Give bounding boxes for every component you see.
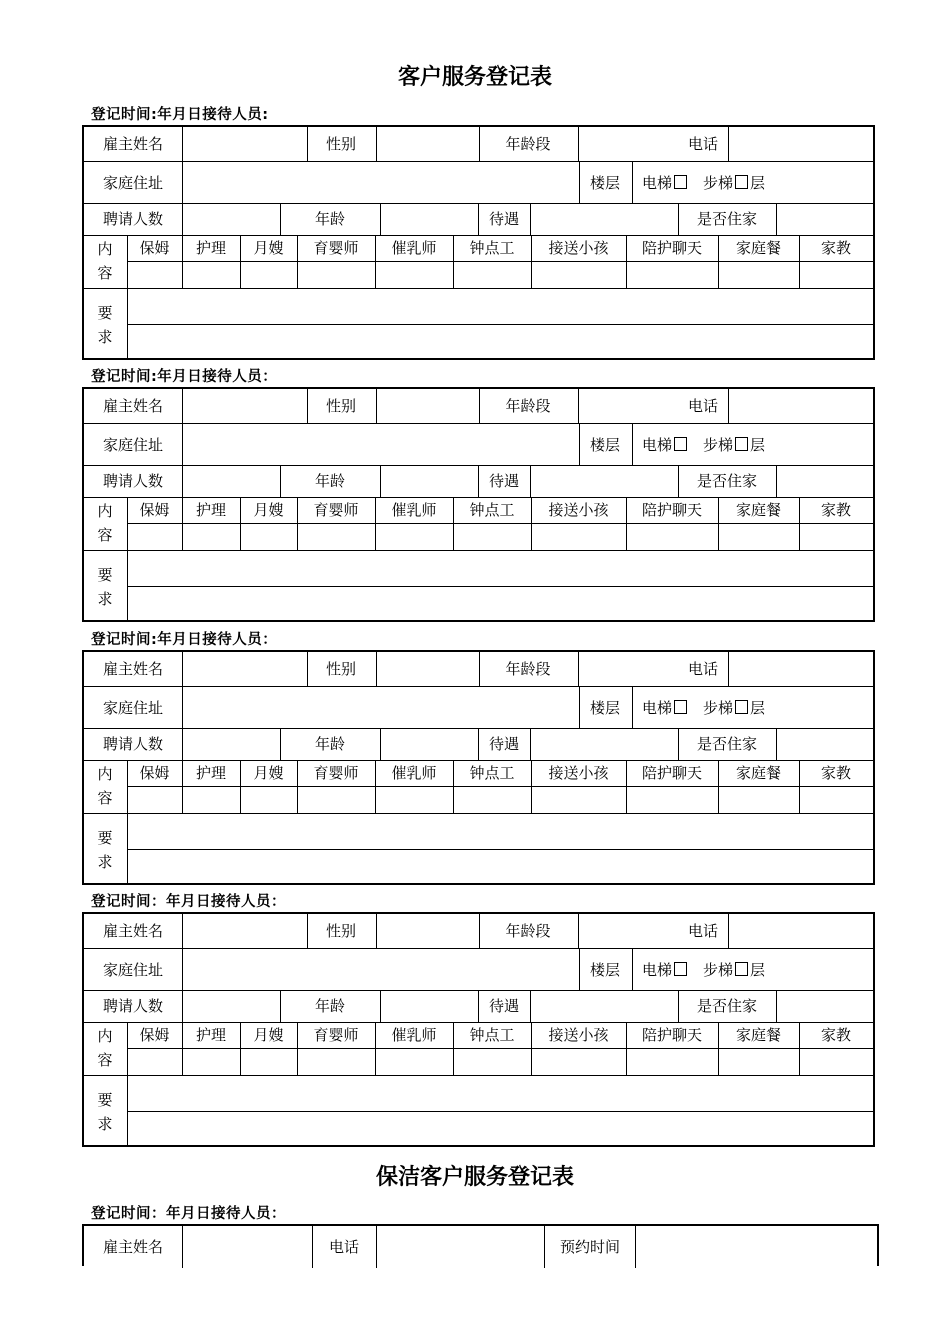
elevator-label: 电梯 [642,174,673,192]
service-form [82,387,875,622]
content-label-bottom: 容 [97,264,113,282]
employer-name-field[interactable] [183,914,307,948]
employer-name-field[interactable] [183,1226,312,1266]
service-checkbox-cell[interactable] [800,1049,873,1075]
employer-name-label: 雇主姓名 [102,660,164,678]
service-option: 陪护聊天 [641,764,703,782]
employer-name-label: 雇主姓名 [102,397,164,415]
column-divider [479,914,480,948]
live-in-field[interactable] [777,204,873,235]
service-checkbox-cell[interactable] [800,524,873,550]
age-label: 年龄 [314,997,346,1015]
floor-suffix-label: 层 [750,436,766,454]
content-label-bottom: 容 [97,1051,113,1069]
requirement-label-top: 要 [97,1091,113,1109]
column-divider [678,990,679,1022]
service-checkbox-cell[interactable] [298,1049,375,1075]
live-in-label: 是否住家 [696,210,758,228]
service-checkbox-cell[interactable] [454,1049,531,1075]
floor-label: 楼层 [589,174,621,192]
cleaning-form [82,1224,879,1266]
hire-count-field[interactable] [183,729,280,760]
employer-name-label: 雇主姓名 [102,1238,164,1256]
address-label: 家庭住址 [102,699,164,717]
address-field[interactable] [183,162,579,203]
appointment-time-label: 预约时间 [559,1238,621,1256]
floor-options [642,961,765,979]
service-checkbox-cell[interactable] [376,524,453,550]
requirement-label-bottom: 求 [97,853,113,871]
address-field[interactable] [183,424,579,465]
column-divider [280,203,281,235]
age-field[interactable] [381,991,478,1022]
service-option: 家教 [820,1026,852,1044]
elevator-checkbox[interactable] [674,175,687,189]
stairs-label: 步梯 [703,699,734,717]
elevator-label: 电梯 [642,699,673,717]
service-option: 家庭餐 [735,239,782,257]
live-in-field[interactable] [777,991,873,1022]
service-checkbox-cell[interactable] [376,262,453,288]
service-checkbox-cell[interactable] [128,1049,182,1075]
column-divider [478,465,479,497]
column-divider [478,728,479,760]
salary-label: 待遇 [488,735,520,753]
address-field[interactable] [183,687,579,728]
column-divider [579,686,580,728]
phone-field[interactable] [729,127,873,161]
service-checkbox-cell[interactable] [298,787,375,813]
gender-field[interactable] [377,914,479,948]
column-divider [479,389,480,423]
content-label-top: 内 [97,1027,113,1045]
column-divider [478,990,479,1022]
service-option: 钟点工 [469,501,515,519]
column-divider [579,948,580,990]
service-checkbox-cell[interactable] [183,524,240,550]
service-option: 育婴师 [313,764,359,782]
salary-label: 待遇 [488,472,520,490]
cleaning-form-title: 保洁客户服务登记表 [375,1165,574,1190]
service-option: 月嫂 [253,1026,284,1044]
live-in-label: 是否住家 [696,997,758,1015]
age-field[interactable] [381,466,478,497]
salary-field[interactable] [531,204,678,235]
service-checkbox-cell[interactable] [627,787,718,813]
service-checkbox-cell[interactable] [719,262,799,288]
age-field[interactable] [381,204,478,235]
age-field[interactable] [381,729,478,760]
service-checkbox-cell[interactable] [183,787,240,813]
phone-label: 电话 [687,135,719,153]
service-option: 育婴师 [313,1026,359,1044]
service-checkbox-cell[interactable] [532,262,626,288]
service-checkbox-cell[interactable] [241,262,297,288]
service-option: 保姆 [139,1026,170,1044]
service-option: 保姆 [139,239,170,257]
column-divider [479,127,480,161]
age-range-field[interactable] [579,914,678,948]
service-checkbox-cell[interactable] [128,787,182,813]
live-in-label: 是否住家 [696,472,758,490]
gender-label: 性别 [325,660,357,678]
service-option: 护理 [195,239,227,257]
service-option: 护理 [195,501,227,519]
service-option: 陪护聊天 [641,239,703,257]
service-option: 家庭餐 [735,501,782,519]
stairs-label: 步梯 [703,174,734,192]
column-divider [280,465,281,497]
service-checkbox-cell[interactable] [719,787,799,813]
requirement-label-bottom: 求 [97,328,113,346]
content-label-bottom: 容 [97,526,113,544]
elevator-checkbox[interactable] [674,700,687,714]
column-divider [632,161,633,203]
service-option: 月嫂 [253,764,284,782]
service-checkbox-cell[interactable] [627,524,718,550]
age-label: 年龄 [314,210,346,228]
live-in-field[interactable] [777,729,873,760]
column-divider [579,161,580,203]
stairs-checkbox[interactable] [735,962,748,976]
elevator-checkbox[interactable] [674,962,687,976]
service-checkbox-cell[interactable] [183,262,240,288]
age-label: 年龄 [314,472,346,490]
column-divider [280,728,281,760]
service-option: 接送小孩 [548,501,609,519]
page-title: 客户服务登记表 [397,65,552,90]
gender-label: 性别 [325,135,357,153]
registration-line: 登记时间:年月日接待人员: [91,107,269,123]
column-divider [280,990,281,1022]
employer-name-field[interactable] [183,389,307,423]
service-checkbox-cell[interactable] [376,1049,453,1075]
appointment-time-field[interactable] [636,1226,876,1266]
service-option: 育婴师 [313,501,359,519]
floor-suffix-label: 层 [750,961,766,979]
column-divider [579,423,580,465]
column-divider [307,652,308,686]
column-divider [632,948,633,990]
hire-count-label: 聘请人数 [102,210,164,228]
floor-options [642,436,765,454]
service-option: 育婴师 [313,239,359,257]
requirement-field-2[interactable] [128,587,873,622]
gender-field[interactable] [377,389,479,423]
age-range-field[interactable] [579,389,678,423]
phone-field[interactable] [377,1226,544,1266]
hire-count-field[interactable] [183,466,280,497]
elevator-label: 电梯 [642,961,673,979]
stairs-checkbox[interactable] [735,175,748,189]
hire-count-field[interactable] [183,991,280,1022]
service-option: 钟点工 [469,764,515,782]
service-checkbox-cell[interactable] [719,1049,799,1075]
requirement-field-1[interactable] [128,1076,873,1111]
floor-suffix-label: 层 [750,174,766,192]
salary-label: 待遇 [488,210,520,228]
service-checkbox-cell[interactable] [454,524,531,550]
hire-count-label: 聘请人数 [102,997,164,1015]
row-divider [84,760,873,761]
service-option: 钟点工 [469,1026,515,1044]
hire-count-field[interactable] [183,204,280,235]
registration-line: 登记时间：年月日接待人员： [91,1206,286,1222]
hire-count-label: 聘请人数 [102,472,164,490]
requirement-field-1[interactable] [128,289,873,324]
service-checkbox-cell[interactable] [532,787,626,813]
service-checkbox-cell[interactable] [298,524,375,550]
address-field[interactable] [183,949,579,990]
service-checkbox-cell[interactable] [627,1049,718,1075]
service-option: 家教 [820,239,852,257]
gender-field[interactable] [377,652,479,686]
service-checkbox-cell[interactable] [719,524,799,550]
gender-label: 性别 [325,922,357,940]
service-checkbox-cell[interactable] [128,262,182,288]
service-checkbox-cell[interactable] [183,1049,240,1075]
requirement-field-2[interactable] [128,850,873,885]
stairs-label: 步梯 [703,436,734,454]
service-checkbox-cell[interactable] [800,787,873,813]
service-checkbox-cell[interactable] [532,1049,626,1075]
service-option: 接送小孩 [548,1026,609,1044]
service-form [82,125,875,360]
live-in-field[interactable] [777,466,873,497]
employer-name-label: 雇主姓名 [102,922,164,940]
service-option: 护理 [195,1026,227,1044]
hire-count-label: 聘请人数 [102,735,164,753]
stairs-checkbox[interactable] [735,700,748,714]
row-divider [84,1022,873,1023]
requirement-label-bottom: 求 [97,1115,113,1133]
service-checkbox-cell[interactable] [241,1049,297,1075]
service-option: 陪护聊天 [641,1026,703,1044]
service-checkbox-cell[interactable] [627,262,718,288]
column-divider [478,203,479,235]
age-range-label: 年龄段 [505,660,551,678]
stairs-checkbox[interactable] [735,437,748,451]
age-label: 年龄 [314,735,346,753]
row-divider [84,497,873,498]
content-label-top: 内 [97,502,113,520]
service-checkbox-cell[interactable] [454,787,531,813]
floor-suffix-label: 层 [750,699,766,717]
phone-field[interactable] [729,389,873,423]
service-option: 催乳师 [391,239,437,257]
floor-label: 楼层 [589,436,621,454]
age-range-field[interactable] [579,652,678,686]
phone-label: 电话 [687,922,719,940]
service-option: 催乳师 [391,764,437,782]
service-option: 家庭餐 [735,1026,782,1044]
phone-field[interactable] [729,914,873,948]
service-option: 接送小孩 [548,239,609,257]
address-label: 家庭住址 [102,961,164,979]
age-range-label: 年龄段 [505,922,551,940]
service-option: 钟点工 [469,239,515,257]
service-option: 保姆 [139,501,170,519]
column-divider [479,652,480,686]
service-form [82,650,875,885]
age-range-field[interactable] [579,127,678,161]
gender-label: 性别 [325,397,357,415]
service-checkbox-cell[interactable] [128,524,182,550]
service-checkbox-cell[interactable] [241,787,297,813]
requirement-label-top: 要 [97,566,113,584]
column-divider [678,203,679,235]
employer-name-field[interactable] [183,652,307,686]
phone-label: 电话 [687,660,719,678]
service-option: 家教 [820,501,852,519]
age-range-label: 年龄段 [505,397,551,415]
requirement-field-2[interactable] [128,325,873,360]
requirement-field-1[interactable] [128,551,873,586]
elevator-checkbox[interactable] [674,437,687,451]
salary-field[interactable] [531,991,678,1022]
service-option: 接送小孩 [548,764,609,782]
service-checkbox-cell[interactable] [376,787,453,813]
service-checkbox-cell[interactable] [241,524,297,550]
salary-field[interactable] [531,729,678,760]
requirement-field-2[interactable] [128,1112,873,1147]
content-label-top: 内 [97,240,113,258]
service-option: 家教 [820,764,852,782]
requirement-field-1[interactable] [128,814,873,849]
floor-label: 楼层 [589,699,621,717]
registration-line: 登记时间:年月日接待人员： [91,632,278,648]
requirement-label-top: 要 [97,304,113,322]
phone-label: 电话 [687,397,719,415]
salary-field[interactable] [531,466,678,497]
column-divider [307,389,308,423]
service-option: 护理 [195,764,227,782]
service-option: 陪护聊天 [641,501,703,519]
requirement-label-top: 要 [97,829,113,847]
column-divider [632,686,633,728]
service-option: 月嫂 [253,501,284,519]
floor-options [642,174,765,192]
age-range-label: 年龄段 [505,135,551,153]
employer-name-field[interactable] [183,127,307,161]
elevator-label: 电梯 [642,436,673,454]
address-label: 家庭住址 [102,436,164,454]
column-divider [678,728,679,760]
row-divider [84,235,873,236]
service-checkbox-cell[interactable] [298,262,375,288]
service-checkbox-cell[interactable] [800,262,873,288]
service-option: 催乳师 [391,501,437,519]
registration-line: 登记时间:年月日接待人员： [91,369,278,385]
salary-label: 待遇 [488,997,520,1015]
service-checkbox-cell[interactable] [532,524,626,550]
phone-field[interactable] [729,652,873,686]
content-label-bottom: 容 [97,789,113,807]
column-divider [307,914,308,948]
floor-label: 楼层 [589,961,621,979]
employer-name-label: 雇主姓名 [102,135,164,153]
live-in-label: 是否住家 [696,735,758,753]
service-option: 家庭餐 [735,764,782,782]
gender-field[interactable] [377,127,479,161]
service-option: 催乳师 [391,1026,437,1044]
registration-line: 登记时间：年月日接待人员： [91,894,286,910]
column-divider [307,127,308,161]
column-divider [632,423,633,465]
service-option: 保姆 [139,764,170,782]
floor-options [642,699,765,717]
requirement-label-bottom: 求 [97,590,113,608]
phone-label: 电话 [328,1238,360,1256]
service-checkbox-cell[interactable] [454,262,531,288]
address-label: 家庭住址 [102,174,164,192]
service-form [82,912,875,1147]
service-option: 月嫂 [253,239,284,257]
content-label-top: 内 [97,765,113,783]
column-divider [678,465,679,497]
stairs-label: 步梯 [703,961,734,979]
